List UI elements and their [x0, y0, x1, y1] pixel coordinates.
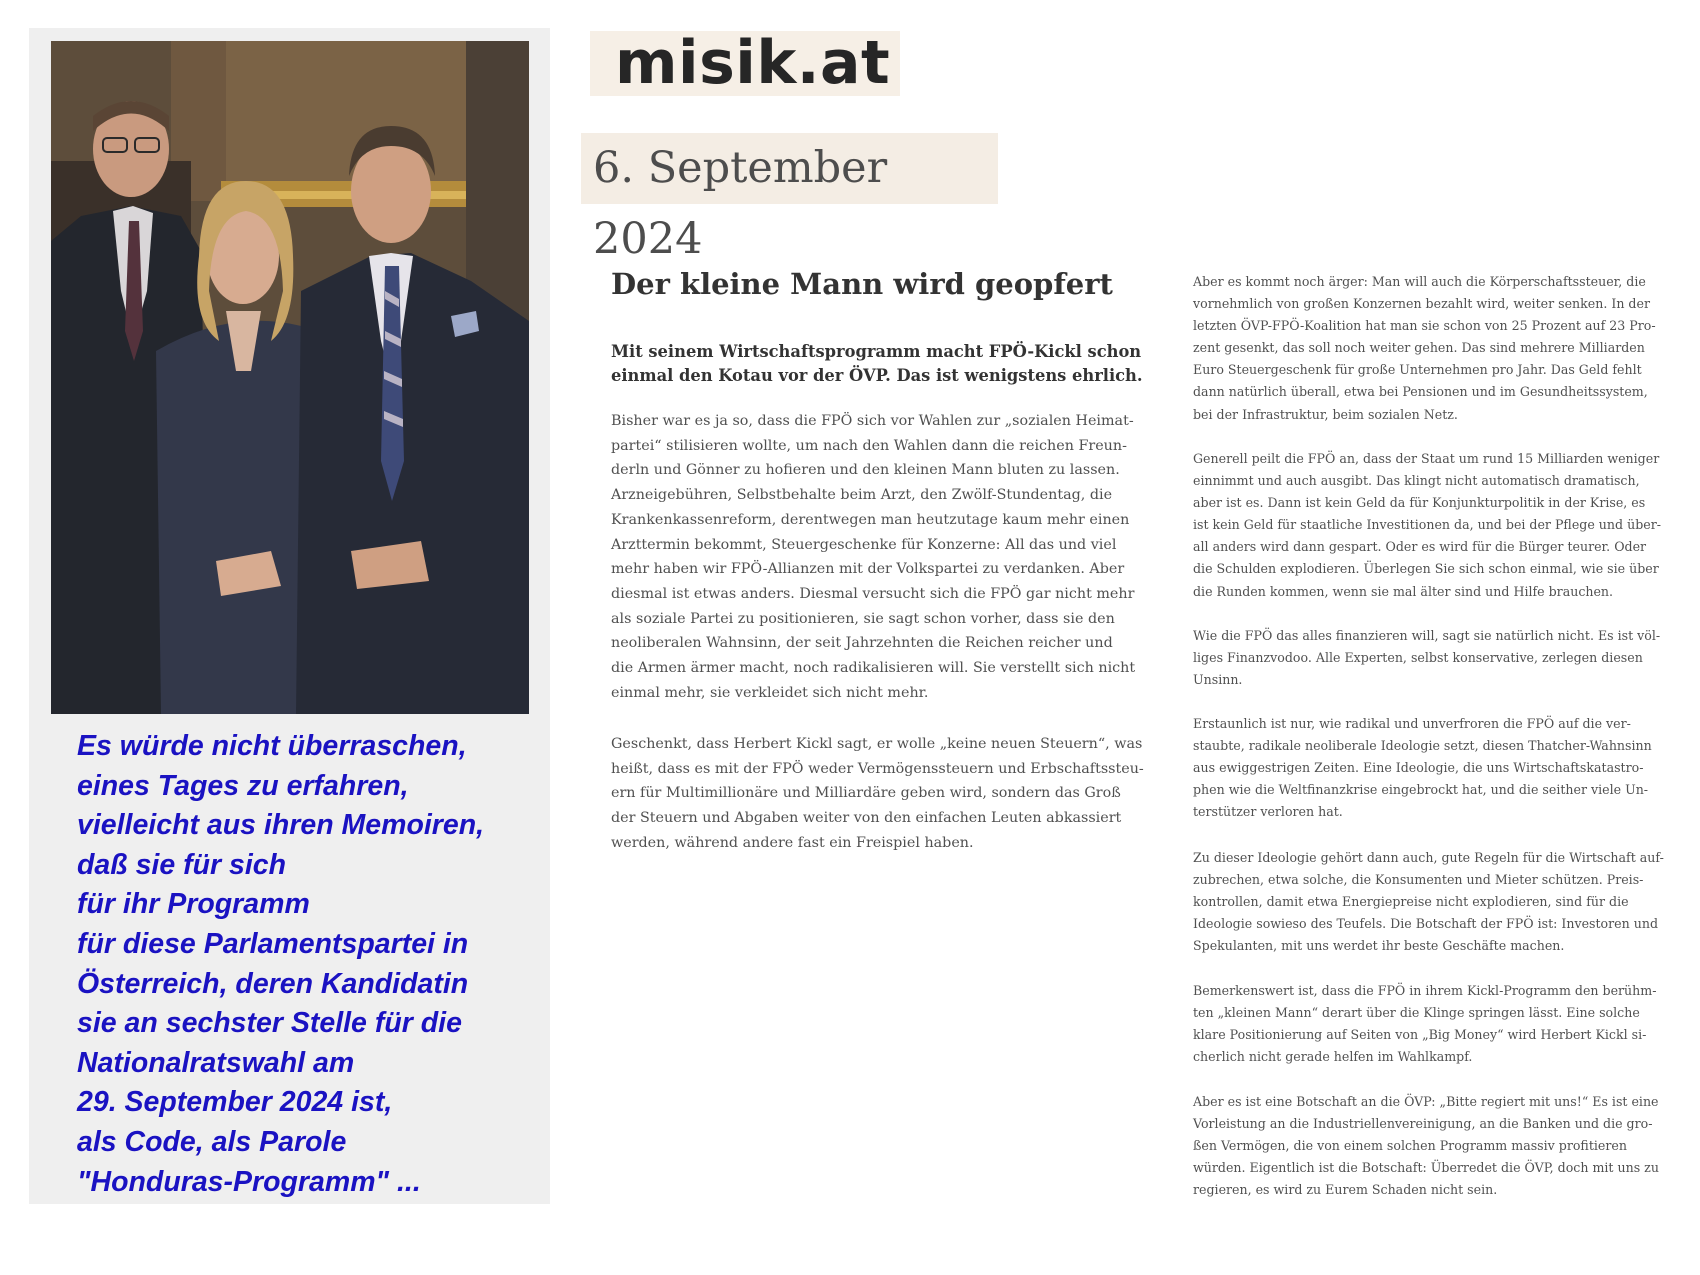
text-line: die Schulden explodieren. Überlegen Sie sich schon einmal, wie sie über	[1193, 561, 1659, 577]
text-line: Arzttermin bekommt, Steuergeschenke für Konzerne: All das und viel	[611, 536, 1117, 553]
text-line: heißt, dass es mit der FPÖ weder Vermögenssteuern und Erbschaftssteu-	[611, 760, 1144, 777]
text-line: bei der Infrastruktur, beim sozialen Netz.	[1193, 406, 1458, 422]
article-paragraph	[1193, 1091, 1663, 1201]
text-line: ist kein Geld für staatliche Investitionen da, und bei der Pflege und über-	[1193, 517, 1661, 533]
article-paragraph	[611, 409, 1136, 705]
text-line: als soziale Partei zu positionieren, sie sagt schon vorher, dass sie den	[611, 610, 1115, 627]
caption-line: für diese Parlamentspartei in	[77, 927, 469, 960]
caption-line: für ihr Programm	[77, 888, 310, 921]
text-line: aus ewiggestrigen Zeiten. Eine Ideologie, die uns Wirtschaftskatastro-	[1193, 760, 1644, 776]
publication-date: 6. September 2024	[581, 133, 998, 204]
text-line: einmal mehr, sie verkleidet sich nicht mehr.	[611, 684, 929, 701]
article-title: Der kleine Mann wird geopfert	[611, 267, 1113, 301]
article-paragraph	[1193, 271, 1663, 426]
caption-line: "Honduras-Programm" ...	[77, 1165, 421, 1198]
text-line: cherlich nicht gerade helfen im Wahlkampf.	[1193, 1049, 1473, 1065]
text-line: dann natürlich überall, etwa bei Pensionen und im Gesundheitssystem,	[1193, 384, 1648, 400]
article-paragraph	[1193, 625, 1663, 691]
text-line: Unsinn.	[1193, 672, 1243, 688]
caption-line: 29. September 2024 ist,	[77, 1086, 393, 1119]
text-line: Ideologie sowieso des Teufels. Die Botschaft der FPÖ ist: Investoren und	[1193, 916, 1659, 932]
text-line: diesmal ist etwas anders. Diesmal versucht sich die FPÖ gar nicht mehr	[611, 585, 1135, 602]
text-line: Aber es ist eine Botschaft an die ÖVP: „Bitte regiert mit uns!“ Es ist eine	[1193, 1094, 1659, 1109]
text-line: staubte, radikale neoliberale Ideologie setzt, diesen Thatcher-Wahnsinn	[1193, 738, 1652, 754]
text-line: ern für Multimillionäre und Milliardäre geben wird, sondern das Groß	[611, 785, 1121, 802]
lead-line: Mit seinem Wirtschaftsprogramm macht FPÖ-Kickl schon	[611, 342, 1142, 361]
caption-line: sie an sechster Stelle für die	[77, 1007, 462, 1040]
text-line: Aber es kommt noch ärger: Man will auch die Körperschaftssteuer, die	[1193, 274, 1646, 289]
text-line: werden, während andere fast ein Freispiel haben.	[611, 834, 974, 851]
text-line: phen wie die Weltfinanzkrise eingebrockt hat, und die seither viele Un-	[1193, 782, 1649, 798]
text-line: Spekulanten, mit uns werdet ihr beste Geschäfte machen.	[1193, 938, 1565, 954]
text-line: Erstaunlich ist nur, wie radikal und unverfroren die FPÖ auf die ver-	[1193, 716, 1631, 731]
article-paragraph	[1193, 847, 1663, 957]
text-line: regieren, es wird zu Eurem Schaden nicht sein.	[1193, 1182, 1498, 1198]
text-line: würden. Eigentlich ist die Botschaft: Überredet die ÖVP, doch mit uns zu	[1193, 1160, 1659, 1176]
text-line: die Armen ärmer macht, noch radikalisieren will. Sie verstellt sich nicht	[611, 660, 1136, 677]
caption-line: vielleicht aus ihren Memoiren,	[77, 809, 485, 842]
text-line: Geschenkt, dass Herbert Kickl sagt, er wolle „keine neuen Steuern“, was	[611, 736, 1143, 752]
text-line: neoliberalen Wahnsinn, der seit Jahrzehnten die Reichen reicher und	[611, 635, 1113, 652]
lead-line: einmal den Kotau vor der ÖVP. Das ist wenigstens ehrlich.	[611, 365, 1143, 385]
text-line: aber ist es. Dann ist kein Geld da für Konjunkturpolitik in der Krise, es	[1193, 495, 1646, 511]
caption-line: Es würde nicht überraschen,	[77, 730, 467, 762]
text-line: der Steuern und Abgaben weiter von den einfachen Leuten abkassiert	[611, 810, 1122, 827]
caption-line: Nationalratswahl am	[77, 1046, 355, 1079]
group-photo	[51, 41, 529, 714]
text-line: die Runden kommen, wenn sie mal älter sind und Hilfe brauchen.	[1193, 583, 1614, 599]
text-line: terstützer verloren hat.	[1193, 804, 1343, 820]
photo-caption	[77, 727, 537, 1202]
text-line: vornehmlich von großen Konzernen bezahlt wird, weiter senken. In der	[1193, 296, 1650, 312]
text-line: Arzneigebühren, Selbstbehalte beim Arzt, den Zwölf-Stundentag, die	[611, 487, 1113, 504]
text-line: Bisher war es ja so, dass die FPÖ sich vor Wahlen zur „sozialen Heimat-	[611, 413, 1134, 429]
text-line: zubrechen, etwa solche, die Konsumenten und Mieter schützen. Preis-	[1193, 872, 1644, 888]
photo-illustration	[51, 41, 529, 714]
text-line: zent gesenkt, das soll noch weiter gehen. Das sind mehrere Milliarden	[1193, 340, 1645, 356]
text-line: Krankenkassenreform, derentwegen man heutzutage kaum mehr einen	[611, 511, 1130, 528]
text-line: einnimmt und auch ausgibt. Das klingt nicht automatisch dramatisch,	[1193, 473, 1640, 489]
text-line: kontrollen, damit etwa Energiepreise nicht explodieren, sind für die	[1193, 894, 1629, 910]
article-paragraph	[1193, 980, 1663, 1068]
text-line: Zu dieser Ideologie gehört dann auch, gute Regeln für die Wirtschaft auf-	[1193, 850, 1664, 865]
text-line: Generell peilt die FPÖ an, dass der Staat um rund 15 Milliarden weniger	[1193, 451, 1660, 466]
site-logo[interactable]: misik.at	[590, 31, 900, 96]
article-paragraph	[1193, 713, 1663, 823]
text-line: Bemerkenswert ist, dass die FPÖ in ihrem Kickl-Programm den berühm-	[1193, 983, 1657, 998]
caption-line: als Code, als Parole	[77, 1125, 347, 1158]
article-paragraph	[1193, 448, 1663, 603]
article-lead	[611, 340, 1143, 387]
caption-line: daß sie für sich	[77, 848, 287, 881]
text-line: liges Finanzvodoo. Alle Experten, selbst konservative, zerlegen diesen	[1193, 650, 1643, 666]
text-line: klare Positionierung auf Seiten von „Big Money“ wird Herbert Kickl si-	[1193, 1027, 1647, 1043]
text-line: mehr haben wir FPÖ-Allianzen mit der Volkspartei zu verdanken. Aber	[611, 561, 1125, 578]
text-line: Wie die FPÖ das alles finanzieren will, sagt sie natürlich nicht. Es ist völ-	[1193, 628, 1661, 643]
text-line: letzten ÖVP-FPÖ-Koalition hat man sie schon von 25 Prozent auf 23 Pro-	[1193, 318, 1656, 334]
caption-line: Österreich, deren Kandidatin	[77, 967, 469, 1000]
text-line: ßen Vermögen, die von einem solchen Programm massiv profitieren	[1193, 1138, 1627, 1154]
text-line: derln und Gönner zu hofieren und den kleinen Mann bluten zu lassen.	[611, 462, 1120, 479]
text-line: all anders wird dann gespart. Oder es wird für die Bürger teurer. Oder	[1193, 539, 1647, 555]
article-paragraph	[611, 732, 1144, 856]
text-line: partei“ stilisieren wollte, um nach den Wahlen dann die reichen Freun-	[611, 437, 1127, 454]
caption-line: eines Tages zu erfahren,	[77, 769, 409, 802]
text-line: Vorleistung an die Industriellenvereinigung, an die Banken und die gro-	[1193, 1116, 1653, 1132]
text-line: Euro Steuergeschenk für große Unternehmen pro Jahr. Das Geld fehlt	[1193, 362, 1642, 378]
text-line: ten „kleinen Mann“ derart über die Klinge springen lässt. Eine solche	[1193, 1005, 1640, 1021]
